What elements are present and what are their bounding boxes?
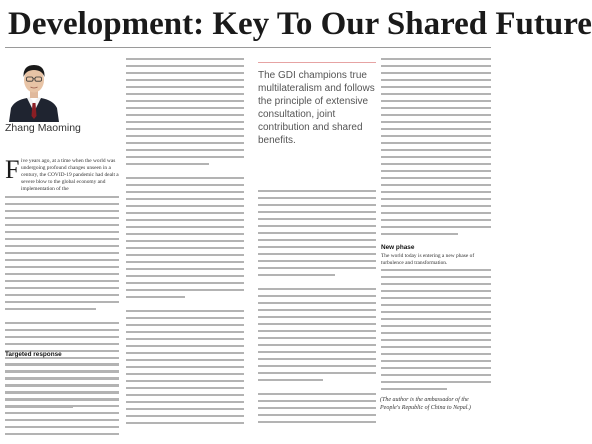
pull-quote — [258, 62, 376, 182]
headline-divider — [5, 47, 491, 48]
column-3-text — [258, 188, 376, 426]
opening-text: ive years ago, at a time when the world was undergoing profound changes unseen in a century, the COVID-19 pandemic had dealt a severe blow to the global economy and implementation of the — [21, 158, 119, 192]
author-note: (The author is the ambassador of the People's Republic of China to Nepal.) — [380, 397, 471, 411]
author-byline: Zhang Maoming — [5, 122, 81, 134]
column-2-text — [126, 56, 244, 427]
subhead-targeted-response: Targeted response — [5, 351, 62, 358]
author-photo — [5, 56, 63, 122]
drop-cap: F — [5, 155, 20, 184]
column-4-text-upper — [381, 56, 491, 238]
column-4-text-lower — [381, 267, 491, 393]
opening-paragraph — [5, 155, 119, 192]
pull-quote-rule-top — [258, 62, 376, 63]
new-phase-opening: The world today is entering a new phase of turbulence and transformation. — [381, 253, 475, 266]
pull-quote-text: The GDI champions true multilateralism and follows the principle of extensive consultation, joint contribution and shared benefits. — [258, 70, 375, 146]
subhead-new-phase: New phase — [381, 244, 415, 251]
column-1-text-lower — [5, 361, 119, 438]
article-headline: Development: Key To Our Shared Future — [8, 6, 592, 42]
